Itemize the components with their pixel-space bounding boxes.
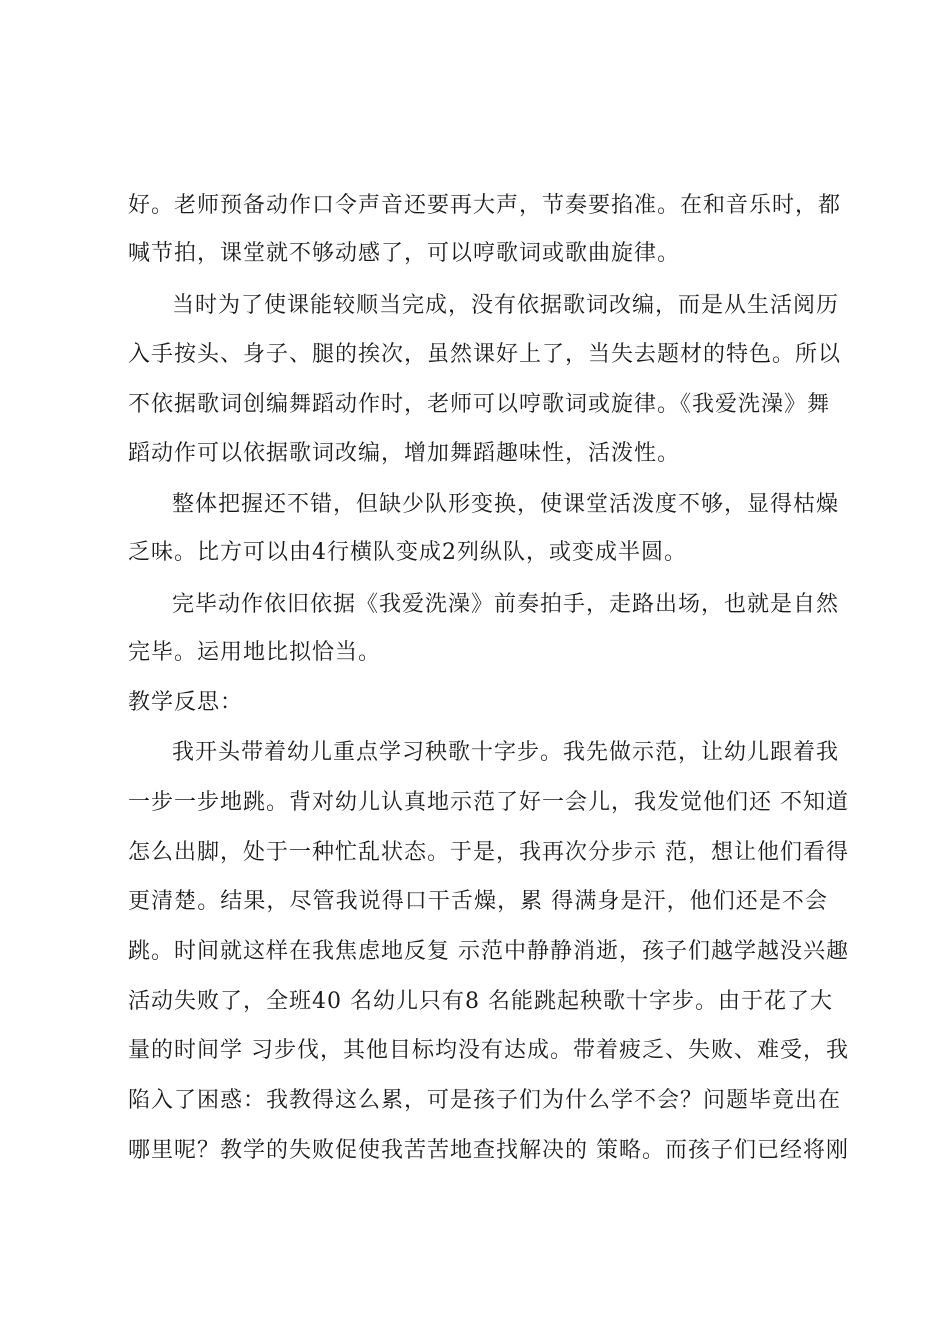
section-heading: 教学反思： (128, 690, 244, 715)
text-line: 不依据歌词创编舞蹈动作时，老师可以哼歌词或旋律。《我爱洗澡》舞 (128, 392, 831, 417)
text-line: 完毕。运用地比拟恰当。 (128, 640, 382, 665)
text-line: 量的时间学 习步伐，其他目标均没有达成。带着疲乏、失败、难受，我 (128, 1038, 849, 1063)
text-line: 跳。时间就这样在我焦虑地反复 示范中静静消逝，孩子们越学越没兴趣 (128, 939, 849, 964)
text-line: 当时为了使课能较顺当完成，没有依据歌词改编，而是从生活阅历 (172, 293, 840, 318)
text-line: 整体把握还不错，但缺少队形变换，使课堂活泼度不够，显得枯燥 (172, 492, 840, 517)
text-line: 乏味。比方可以由4行横队变成2列纵队，或变成半圆。 (128, 540, 687, 565)
text-line: 哪里呢？教学的失败促使我苦苦地查找解决的 策略。而孩子们已经将刚 (128, 1138, 849, 1163)
text-line: 入手按头、身子、腿的挨次，虽然课好上了，当失去题材的特色。所以 (128, 342, 842, 367)
text-line: 完毕动作依旧依据《我爱洗澡》前奏拍手，走路出场，也就是自然 (172, 592, 840, 617)
text-line: 更清楚。结果，尽管我说得口干舌燥，累 得满身是汗，他们还是不会 (128, 889, 828, 914)
text-line: 蹈动作可以依据歌词改编，增加舞蹈趣味性，活泼性。 (128, 441, 681, 466)
text-line: 怎么出脚，处于一种忙乱状态。于是，我再次分步示 范，想让他们看得 (128, 840, 849, 865)
text-line: 陷入了困惑：我教得这么累，可是孩子们为什么学不会？问题毕竟出在 (128, 1088, 842, 1113)
text-line: 我开头带着幼儿重点学习秧歌十字步。我先做示范，让幼儿跟着我 (172, 740, 840, 765)
text-line: 好。老师预备动作口令声音还要再大声，节奏要掐准。在和音乐时，都 (128, 193, 842, 218)
text-line: 活动失败了，全班40 名幼儿只有8 名能跳起秧歌十字步。由于花了大 (128, 989, 833, 1014)
text-line: 喊节拍，课堂就不够动感了，可以哼歌词或歌曲旋律。 (128, 241, 681, 266)
text-line: 一步一步地跳。背对幼儿认真地示范了好一会儿，我发觉他们还 不知道 (128, 790, 849, 815)
